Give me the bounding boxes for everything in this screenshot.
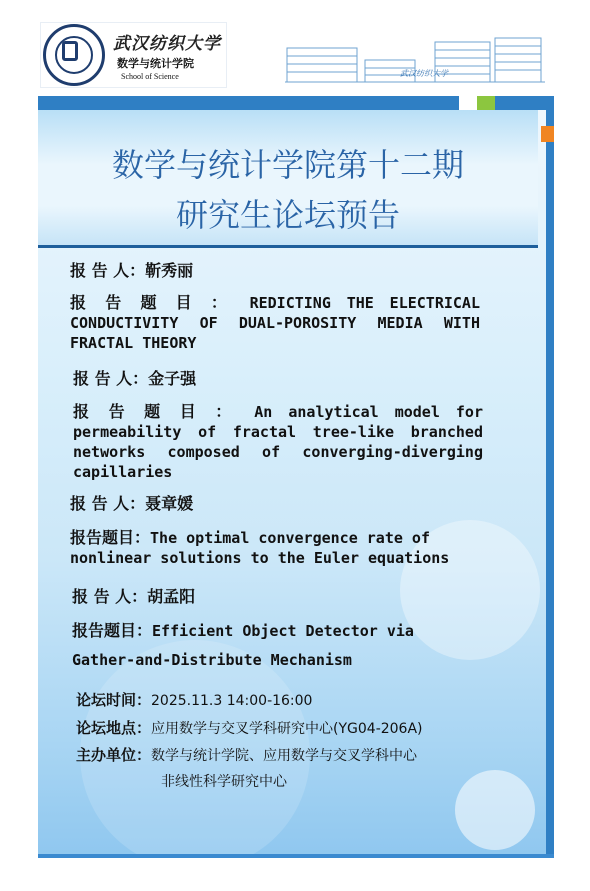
accent-square-orange: [541, 126, 554, 142]
school-name-cn: 数学与统计学院: [117, 57, 194, 70]
talk-4-topic-line2: Gather-and-Distribute Mechanism: [72, 651, 352, 669]
talk-4-speaker: 报 告 人：胡孟阳: [72, 587, 196, 606]
talk-4-topic-line1: 报告题目：Efficient Object Detector via: [72, 621, 414, 640]
talk-2-topic: 报 告 题 目 ： An analytical model for permeability of fractal tree-like branched networks composed of converging-diverging capillaries: [73, 402, 483, 481]
campus-sign: 武汉纺织大学: [400, 69, 448, 78]
poster-bottom-bar: [38, 854, 554, 858]
talk-3-speaker: 报 告 人：聂章媛: [70, 494, 194, 513]
title-divider: [38, 245, 538, 248]
talk-2-speaker: 报 告 人：金子强: [73, 369, 197, 388]
poster-title-line2: 研究生论坛预告: [175, 196, 400, 234]
talk-3-topic: 报告题目：The optimal convergence rate of nonlinear solutions to the Euler equations: [70, 528, 450, 567]
forum-time: 论坛时间：2025.11.3 14:00-16:00: [76, 691, 313, 709]
forum-host-line2: 非线性科学研究中心: [161, 774, 287, 790]
forum-host: 主办单位：数学与统计学院、应用数学与交叉学科中心: [76, 746, 418, 764]
university-logo-block: [40, 22, 227, 88]
university-name: 武汉纺织大学: [113, 34, 221, 54]
poster-title-line1: 数学与统计学院第十二期: [111, 146, 464, 184]
accent-square-white: [459, 96, 477, 110]
school-name-en: School of Science: [121, 72, 179, 81]
university-seal-icon: [43, 24, 105, 86]
talk-1-speaker: 报 告 人：靳秀丽: [70, 261, 194, 280]
poster-header: [0, 0, 590, 95]
talk-1-topic: 报 告 题 目 ： REDICTING THE ELECTRICAL CONDUCTIVITY OF DUAL-POROSITY MEDIA WITH FRACTAL THEORY: [70, 293, 480, 352]
accent-square-green: [477, 96, 495, 110]
forum-place: 论坛地点：应用数学与交叉学科研究中心(YG04-206A): [76, 719, 423, 737]
